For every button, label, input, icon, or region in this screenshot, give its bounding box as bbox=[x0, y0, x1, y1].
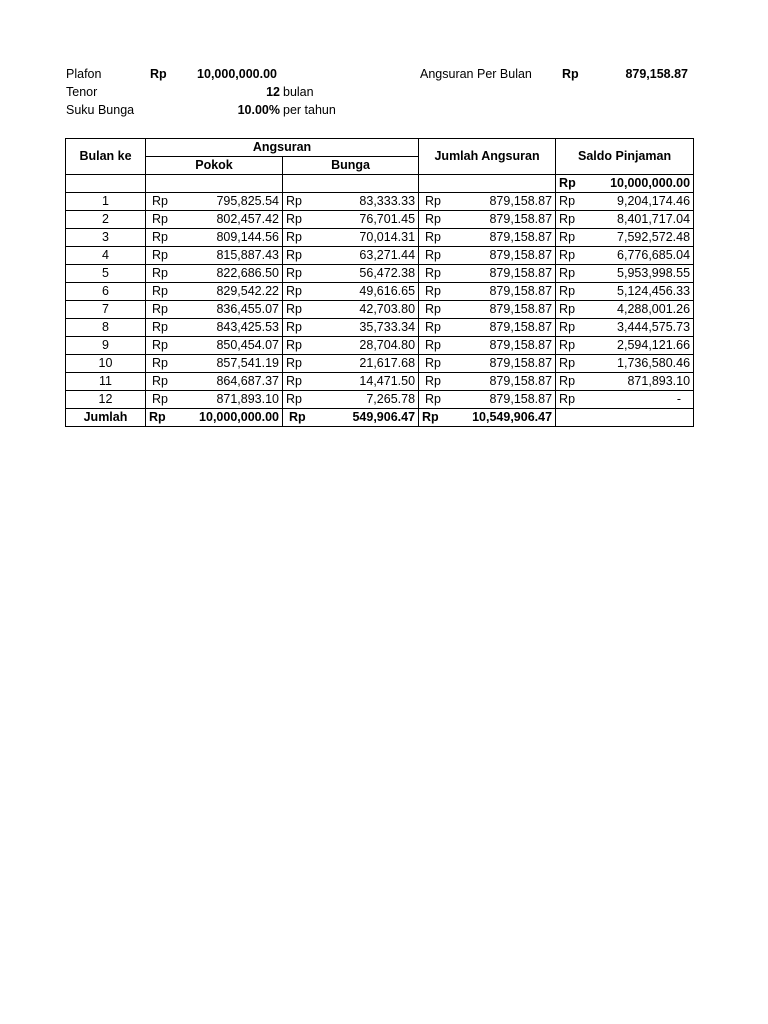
table-row bbox=[66, 265, 694, 283]
pokok-cell: 836,455.07 bbox=[178, 301, 283, 319]
currency-cell: Rp bbox=[146, 265, 178, 283]
suku-bunga-label: Suku Bunga bbox=[66, 103, 135, 117]
currency-cell: Rp bbox=[419, 355, 455, 373]
empty-cell bbox=[556, 409, 694, 427]
table-row bbox=[66, 391, 694, 409]
pokok-cell: 857,541.19 bbox=[178, 355, 283, 373]
table-row bbox=[66, 283, 694, 301]
bulan-ke-cell: 6 bbox=[66, 283, 146, 301]
currency-cell: Rp bbox=[283, 265, 315, 283]
currency-cell: Rp bbox=[419, 283, 455, 301]
currency-cell: Rp bbox=[556, 211, 592, 229]
jumlah-angsuran-cell: 879,158.87 bbox=[455, 283, 556, 301]
table-row bbox=[66, 229, 694, 247]
currency-cell: Rp bbox=[556, 355, 592, 373]
total-bunga: 549,906.47 bbox=[315, 409, 419, 427]
saldo-pinjaman-cell: 7,592,572.48 bbox=[592, 229, 694, 247]
pokok-cell: 795,825.54 bbox=[178, 193, 283, 211]
total-jumlah-angsuran: 10,549,906.47 bbox=[455, 409, 556, 427]
bulan-ke-cell: 2 bbox=[66, 211, 146, 229]
pokok-cell: 809,144.56 bbox=[178, 229, 283, 247]
currency-cell: Rp bbox=[146, 247, 178, 265]
bunga-cell: 35,733.34 bbox=[315, 319, 419, 337]
bunga-cell: 28,704.80 bbox=[315, 337, 419, 355]
angsuran-currency: Rp bbox=[562, 67, 579, 81]
currency-cell: Rp bbox=[146, 337, 178, 355]
plafon-currency: Rp bbox=[150, 67, 167, 81]
jumlah-angsuran-cell: 879,158.87 bbox=[455, 247, 556, 265]
bunga-cell: 42,703.80 bbox=[315, 301, 419, 319]
bunga-cell: 7,265.78 bbox=[315, 391, 419, 409]
currency-cell: Rp bbox=[419, 211, 455, 229]
currency-cell: Rp bbox=[419, 319, 455, 337]
table-row bbox=[66, 337, 694, 355]
bunga-cell: 70,014.31 bbox=[315, 229, 419, 247]
empty-cell bbox=[66, 175, 146, 193]
currency-cell: Rp bbox=[419, 193, 455, 211]
currency-cell: Rp bbox=[146, 193, 178, 211]
currency-cell: Rp bbox=[283, 283, 315, 301]
opening-balance-value: 10,000,000.00 bbox=[592, 175, 694, 193]
currency-cell: Rp bbox=[146, 409, 178, 427]
saldo-pinjaman-cell: 4,288,001.26 bbox=[592, 301, 694, 319]
currency-cell: Rp bbox=[283, 211, 315, 229]
currency-cell: Rp bbox=[556, 247, 592, 265]
currency-cell: Rp bbox=[283, 373, 315, 391]
currency-cell: Rp bbox=[283, 391, 315, 409]
bulan-ke-cell: 10 bbox=[66, 355, 146, 373]
table-row bbox=[66, 211, 694, 229]
jumlah-angsuran-cell: 879,158.87 bbox=[455, 355, 556, 373]
header-bulan-ke: Bulan ke bbox=[66, 139, 146, 175]
saldo-pinjaman-cell: 6,776,685.04 bbox=[592, 247, 694, 265]
bulan-ke-cell: 11 bbox=[66, 373, 146, 391]
jumlah-angsuran-cell: 879,158.87 bbox=[455, 391, 556, 409]
saldo-pinjaman-cell: 5,953,998.55 bbox=[592, 265, 694, 283]
bulan-ke-cell: 3 bbox=[66, 229, 146, 247]
currency-cell: Rp bbox=[419, 391, 455, 409]
currency-cell: Rp bbox=[283, 229, 315, 247]
saldo-pinjaman-cell: 8,401,717.04 bbox=[592, 211, 694, 229]
currency-cell: Rp bbox=[146, 373, 178, 391]
currency-cell: Rp bbox=[283, 337, 315, 355]
saldo-pinjaman-cell: 1,736,580.46 bbox=[592, 355, 694, 373]
currency-cell: Rp bbox=[556, 301, 592, 319]
currency-cell: Rp bbox=[419, 409, 455, 427]
currency-cell: Rp bbox=[556, 229, 592, 247]
table-row bbox=[66, 301, 694, 319]
currency-cell: Rp bbox=[419, 265, 455, 283]
currency-cell: Rp bbox=[556, 391, 592, 409]
bunga-cell: 83,333.33 bbox=[315, 193, 419, 211]
pokok-cell: 871,893.10 bbox=[178, 391, 283, 409]
table-row bbox=[66, 373, 694, 391]
currency-cell: Rp bbox=[283, 355, 315, 373]
saldo-pinjaman-cell: 3,444,575.73 bbox=[592, 319, 694, 337]
pokok-cell: 864,687.37 bbox=[178, 373, 283, 391]
currency-cell: Rp bbox=[419, 247, 455, 265]
jumlah-angsuran-cell: 879,158.87 bbox=[455, 337, 556, 355]
plafon-label: Plafon bbox=[66, 67, 102, 81]
jumlah-angsuran-cell: 879,158.87 bbox=[455, 211, 556, 229]
currency-cell: Rp bbox=[556, 337, 592, 355]
currency-cell: Rp bbox=[419, 229, 455, 247]
currency-cell: Rp bbox=[283, 247, 315, 265]
saldo-pinjaman-cell: 2,594,121.66 bbox=[592, 337, 694, 355]
empty-cell bbox=[283, 175, 419, 193]
currency-cell: Rp bbox=[283, 193, 315, 211]
bulan-ke-cell: 8 bbox=[66, 319, 146, 337]
saldo-pinjaman-cell: 871,893.10 bbox=[592, 373, 694, 391]
table-row bbox=[66, 355, 694, 373]
saldo-pinjaman-cell: 5,124,456.33 bbox=[592, 283, 694, 301]
total-row bbox=[66, 409, 694, 427]
currency-cell: Rp bbox=[146, 355, 178, 373]
currency-cell: Rp bbox=[419, 301, 455, 319]
pokok-cell: 829,542.22 bbox=[178, 283, 283, 301]
header-pokok: Pokok bbox=[146, 157, 283, 175]
currency-cell: Rp bbox=[146, 319, 178, 337]
bulan-ke-cell: 4 bbox=[66, 247, 146, 265]
header-jumlah-angsuran: Jumlah Angsuran bbox=[419, 139, 556, 175]
currency-cell: Rp bbox=[146, 211, 178, 229]
tenor-unit: bulan bbox=[283, 85, 314, 99]
jumlah-angsuran-cell: 879,158.87 bbox=[455, 319, 556, 337]
bunga-cell: 21,617.68 bbox=[315, 355, 419, 373]
tenor-label: Tenor bbox=[66, 85, 98, 99]
currency-cell: Rp bbox=[146, 391, 178, 409]
currency-cell: Rp bbox=[146, 283, 178, 301]
jumlah-angsuran-cell: 879,158.87 bbox=[455, 373, 556, 391]
empty-cell bbox=[146, 175, 283, 193]
bunga-cell: 63,271.44 bbox=[315, 247, 419, 265]
bunga-cell: 76,701.45 bbox=[315, 211, 419, 229]
bunga-cell: 56,472.38 bbox=[315, 265, 419, 283]
currency-cell: Rp bbox=[556, 283, 592, 301]
saldo-pinjaman-cell: 9,204,174.46 bbox=[592, 193, 694, 211]
currency-cell: Rp bbox=[556, 193, 592, 211]
pokok-cell: 850,454.07 bbox=[178, 337, 283, 355]
pokok-cell: 815,887.43 bbox=[178, 247, 283, 265]
total-pokok: 10,000,000.00 bbox=[178, 409, 283, 427]
amortization-table bbox=[65, 138, 694, 427]
bulan-ke-cell: 5 bbox=[66, 265, 146, 283]
currency-cell: Rp bbox=[146, 301, 178, 319]
pokok-cell: 822,686.50 bbox=[178, 265, 283, 283]
table-row bbox=[66, 193, 694, 211]
bulan-ke-cell: 7 bbox=[66, 301, 146, 319]
bulan-ke-cell: 9 bbox=[66, 337, 146, 355]
suku-bunga-unit: per tahun bbox=[283, 103, 336, 117]
total-label: Jumlah bbox=[66, 409, 146, 427]
currency-cell: Rp bbox=[283, 409, 315, 427]
bunga-cell: 49,616.65 bbox=[315, 283, 419, 301]
opening-balance-row bbox=[66, 175, 694, 193]
pokok-cell: 843,425.53 bbox=[178, 319, 283, 337]
pokok-cell: 802,457.42 bbox=[178, 211, 283, 229]
plafon-value: 10,000,000.00 bbox=[197, 67, 277, 81]
currency-cell: Rp bbox=[283, 319, 315, 337]
currency-cell: Rp bbox=[556, 373, 592, 391]
currency-cell: Rp bbox=[556, 319, 592, 337]
jumlah-angsuran-cell: 879,158.87 bbox=[455, 265, 556, 283]
suku-bunga-value: 10.00% bbox=[237, 103, 280, 117]
currency-cell: Rp bbox=[283, 301, 315, 319]
saldo-pinjaman-cell: - bbox=[592, 391, 694, 409]
currency-cell: Rp bbox=[419, 373, 455, 391]
currency-cell: Rp bbox=[146, 229, 178, 247]
empty-cell bbox=[419, 175, 556, 193]
currency-cell: Rp bbox=[556, 265, 592, 283]
table-row bbox=[66, 319, 694, 337]
header-saldo-pinjaman: Saldo Pinjaman bbox=[556, 139, 694, 175]
jumlah-angsuran-cell: 879,158.87 bbox=[455, 229, 556, 247]
currency-cell: Rp bbox=[419, 337, 455, 355]
tenor-value: 12 bbox=[266, 85, 280, 99]
header-angsuran: Angsuran bbox=[146, 139, 419, 157]
jumlah-angsuran-cell: 879,158.87 bbox=[455, 301, 556, 319]
currency-cell: Rp bbox=[556, 175, 592, 193]
table-row bbox=[66, 247, 694, 265]
header-bunga: Bunga bbox=[283, 157, 419, 175]
bulan-ke-cell: 12 bbox=[66, 391, 146, 409]
bunga-cell: 14,471.50 bbox=[315, 373, 419, 391]
jumlah-angsuran-cell: 879,158.87 bbox=[455, 193, 556, 211]
angsuran-per-bulan-label: Angsuran Per Bulan bbox=[420, 67, 532, 81]
bulan-ke-cell: 1 bbox=[66, 193, 146, 211]
angsuran-per-bulan-value: 879,158.87 bbox=[625, 67, 688, 81]
